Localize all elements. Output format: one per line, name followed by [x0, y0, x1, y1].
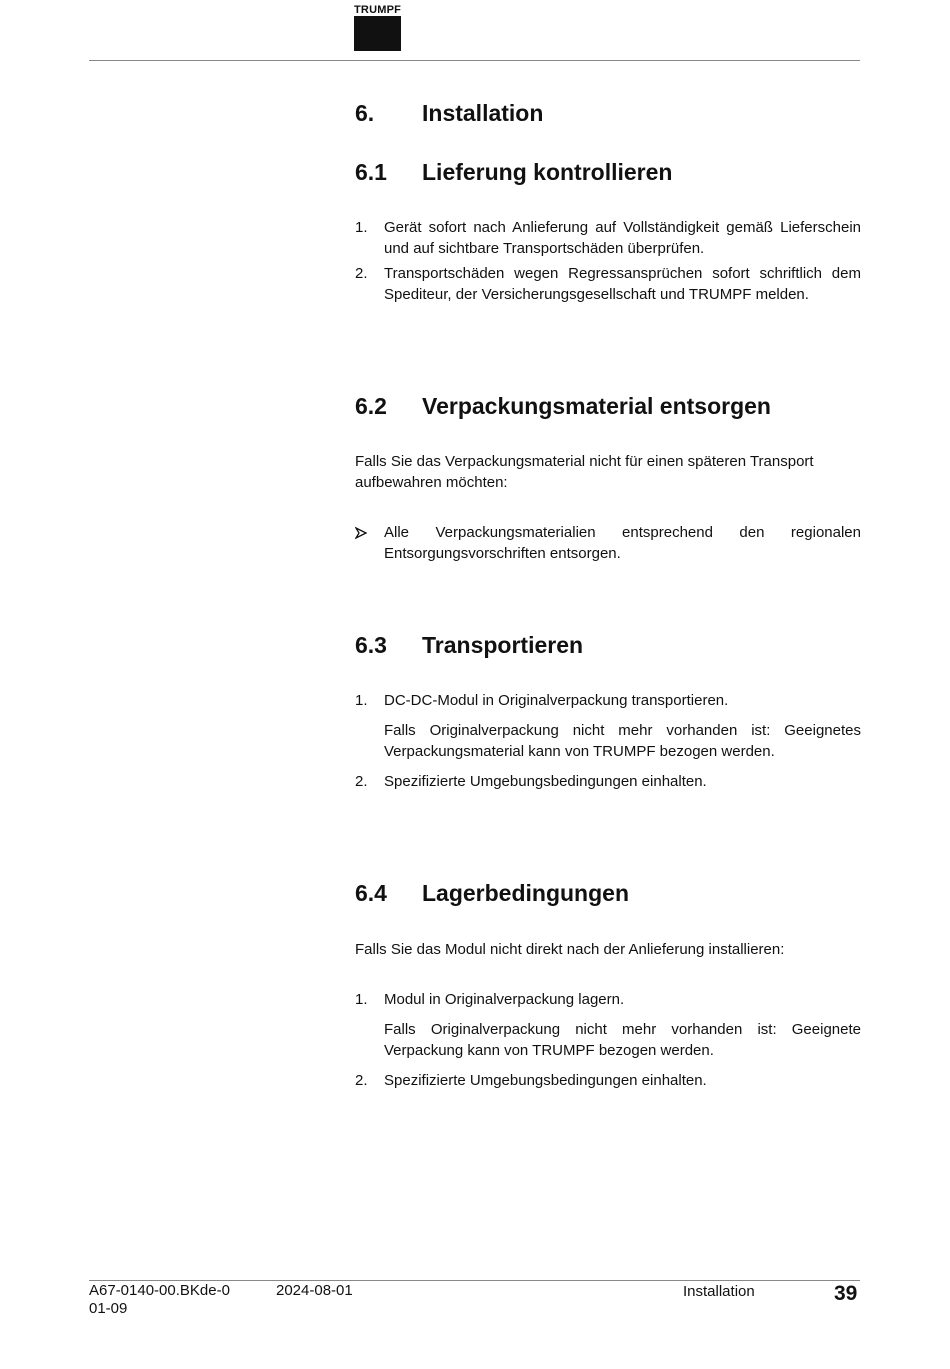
list-item-text: DC-DC-Modul in Originalverpackung transportieren.	[384, 692, 729, 709]
section-intro: Falls Sie das Modul nicht direkt nach der Anlieferung installieren:	[355, 941, 785, 958]
page-number: 39	[834, 1282, 858, 1305]
list-item	[355, 263, 861, 305]
header-divider	[89, 60, 860, 61]
document-id-line-2: 01-09	[89, 1300, 128, 1317]
chapter-title: Installation	[422, 100, 544, 126]
list-marker: 2.	[355, 265, 368, 282]
section-title: Verpackungsmaterial entsorgen	[422, 393, 771, 419]
section-heading-6-4	[355, 879, 861, 907]
list-item	[355, 771, 861, 792]
action-item	[355, 522, 861, 564]
section-intro: Falls Sie das Verpackungsmaterial nicht für einen späteren Transport aufbewahren möchten:	[355, 453, 814, 491]
list-item	[355, 217, 861, 259]
document-id-line-1: A67-0140-00.BKde-0	[89, 1282, 230, 1299]
section-number: 6.2	[355, 393, 387, 419]
footer-chapter: Installation	[683, 1283, 755, 1300]
chapter-heading	[355, 99, 861, 127]
section-title: Lieferung kontrollieren	[422, 159, 673, 185]
section-number: 6.1	[355, 159, 387, 185]
list-item-text: Gerät sofort nach Anlieferung auf Vollständigkeit gemäß Lieferschein und auf sichtbare Transportschäden überprüfen.	[384, 219, 861, 257]
list-item-text: Transportschäden wegen Regressansprüchen sofort schriftlich dem Spediteur, der Versicherungsgesellschaft und TRUMPF melden.	[384, 265, 861, 303]
list-marker: 2.	[355, 1072, 368, 1089]
section-6-3-list	[355, 690, 861, 792]
logo-text: TRUMPF	[354, 4, 402, 16]
action-text: Alle Verpackungsmaterialien entsprechend den regionalen Entsorgungsvorschriften entsorgen.	[384, 524, 861, 562]
section-6-1-list	[355, 217, 861, 305]
section-title: Transportieren	[422, 632, 584, 658]
list-item	[355, 989, 861, 1010]
list-marker: 2.	[355, 773, 368, 790]
list-item-note: Falls Originalverpackung nicht mehr vorhanden ist: Geeignetes Verpackungsmaterial kann von TRUMPF bezogen werden.	[384, 722, 861, 760]
list-item-note: Falls Originalverpackung nicht mehr vorhanden ist: Geeignete Verpackung kann von TRUMPF bezogen werden.	[384, 1021, 861, 1059]
list-marker: 1.	[355, 692, 368, 709]
list-marker: 1.	[355, 219, 368, 236]
list-marker: 1.	[355, 991, 368, 1008]
logo-block	[354, 16, 401, 51]
section-heading-6-1	[355, 158, 861, 186]
section-number: 6.3	[355, 632, 387, 658]
section-heading-6-2	[355, 392, 861, 420]
list-item-text: Spezifizierte Umgebungsbedingungen einhalten.	[384, 773, 707, 790]
document-id	[89, 1282, 230, 1318]
section-number: 6.4	[355, 880, 387, 906]
section-6-4-list	[355, 989, 861, 1091]
list-item	[355, 690, 861, 711]
list-item-text: Spezifizierte Umgebungsbedingungen einhalten.	[384, 1072, 707, 1089]
arrow-right-icon	[355, 522, 384, 564]
chapter-number: 6.	[355, 100, 375, 126]
document-date: 2024-08-01	[276, 1282, 353, 1299]
section-title: Lagerbedingungen	[422, 880, 629, 906]
footer-divider	[89, 1280, 860, 1281]
list-item-text: Modul in Originalverpackung lagern.	[384, 991, 625, 1008]
list-item	[355, 1070, 861, 1091]
section-heading-6-3	[355, 631, 861, 659]
